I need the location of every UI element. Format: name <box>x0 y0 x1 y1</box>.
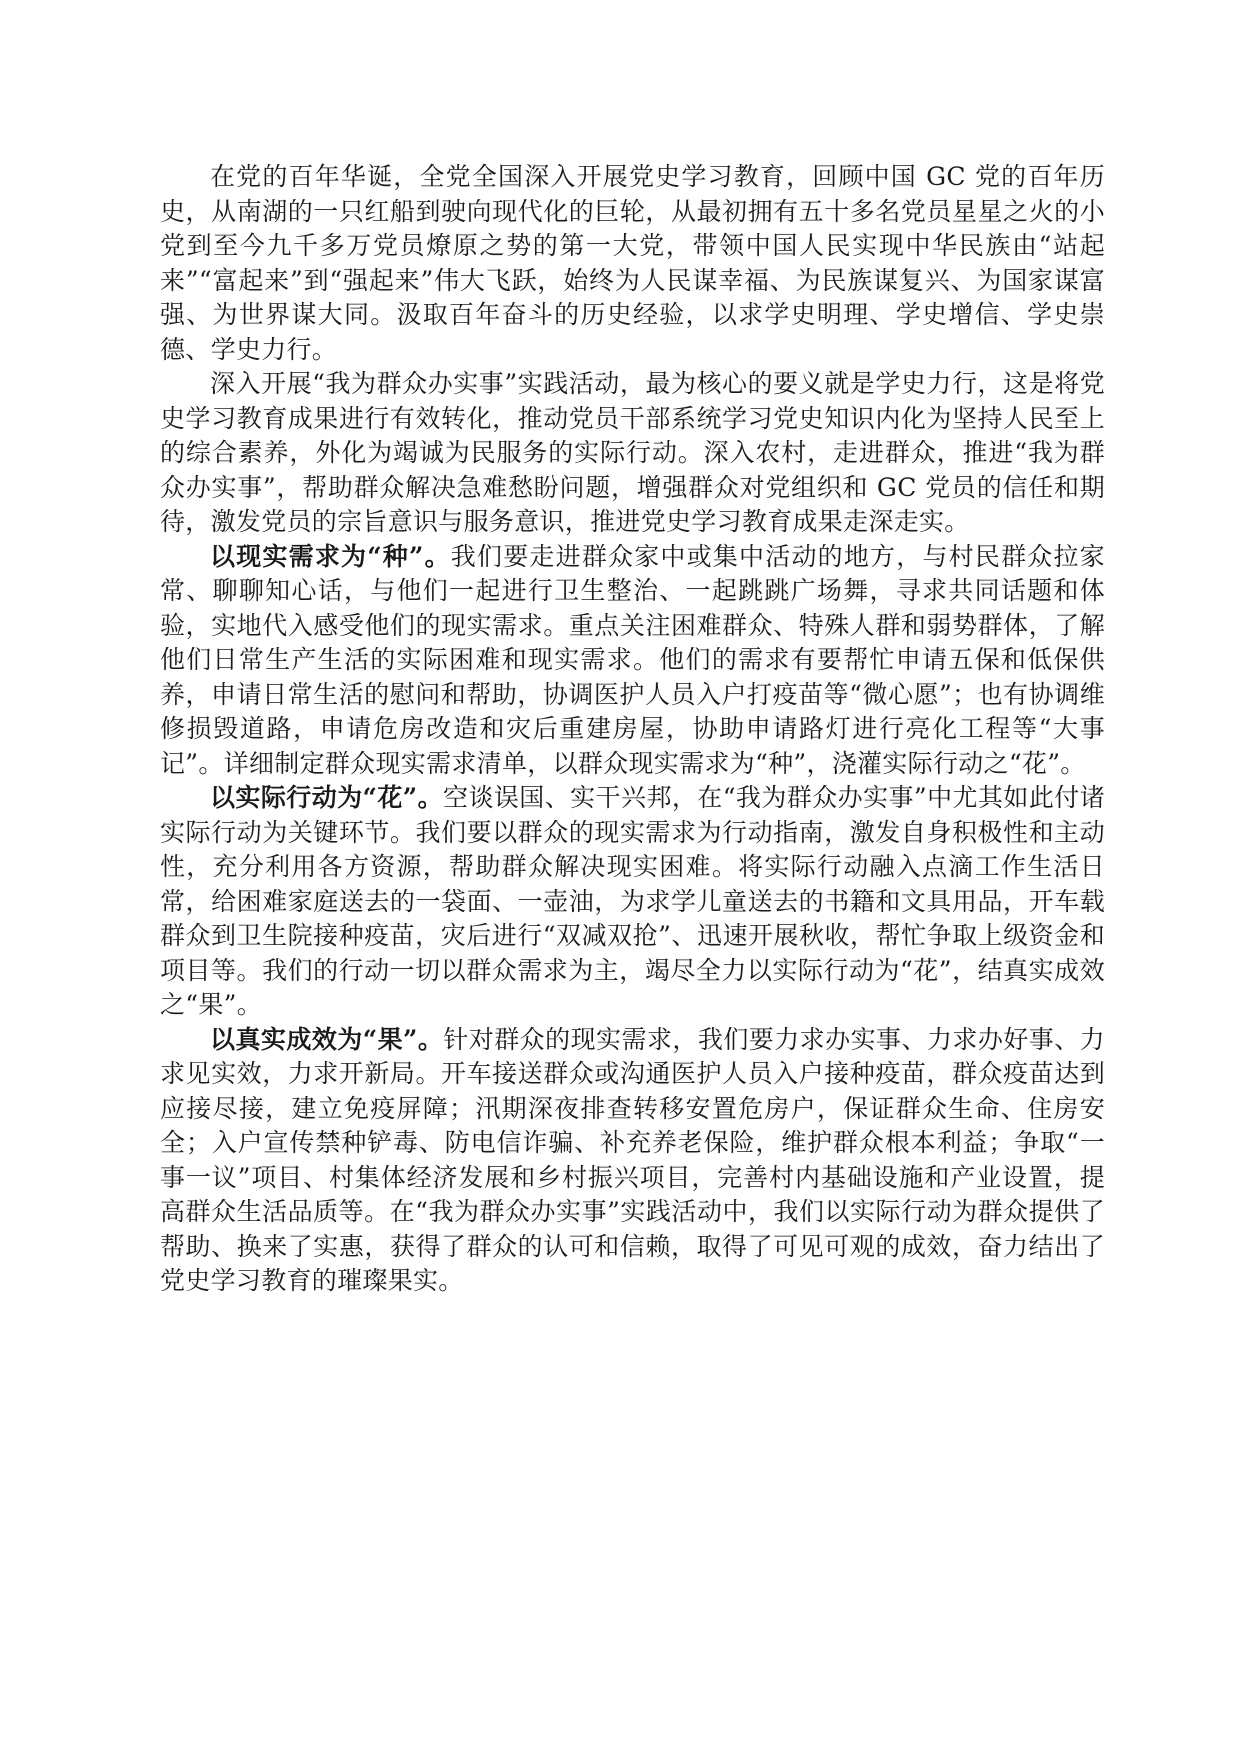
paragraph-text: 针对群众的现实需求，我们要力求办实事、力求办好事、力求见实效，力求开新局。开车接送群众或沟通医护人员入户接种疫苗，群众疫苗达到应接尽接，建立免疫屏障；汛期深夜排查转移安置危房户，保证群众生命、住房安全；入户宣传禁种铲毒、防电信诈骗、补充养老保险，维护群众根本利益；争取“一事一议”项目、村集体经济发展和乡村振兴项目，完善村内基础设施和产业设置，提高群众生活品质等。在“我为群众办实事”实践活动中，我们以实际行动为群众提供了帮助、换来了实惠，获得了群众的认可和信赖，取得了可见可观的成效，奋力结出了党史学习教育的璀璨果实。 <box>160 1024 1105 1295</box>
document-body <box>160 160 1105 1299</box>
paragraph-text: 深入开展“我为群众办实事”实践活动，最为核心的要义就是学史力行，这是将党史学习教育成果进行有效转化，推动党员干部系统学习党史知识内化为坚持人民至上的综合素养，外化为竭诚为民服务的实际行动。深入农村，走进群众，推进“我为群众办实事”，帮助群众解决急难愁盼问题，增强群众对党组织和 GC 党员的信任和期待，激发党员的宗旨意识与服务意识，推进党史学习教育成果走深走实。 <box>160 369 1105 536</box>
paragraph-lead: 以现实需求为“种”。 <box>210 541 451 571</box>
paragraph-seed <box>160 540 1105 782</box>
paragraph-practice <box>160 367 1105 540</box>
paragraph-lead: 以真实成效为“果”。 <box>210 1024 444 1054</box>
paragraph-text: 在党的百年华诞，全党全国深入开展党史学习教育，回顾中国 GC 党的百年历史，从南湖的一只红船到驶向现代化的巨轮，从最初拥有五十多名党员星星之火的小党到至今九千多万党员燎原之势的第一大党，带领中国人民实现中华民族由“站起来”“富起来”到“强起来”伟大飞跃，始终为人民谋幸福、为民族谋复兴、为国家谋富强、为世界谋大同。汲取百年奋斗的历史经验，以求学史明理、学史增信、学史崇德、学史力行。 <box>160 162 1105 364</box>
paragraph-text: 我们要走进群众家中或集中活动的地方，与村民群众拉家常、聊聊知心话，与他们一起进行卫生整治、一起跳跳广场舞，寻求共同话题和体验，实地代入感受他们的现实需求。重点关注困难群众、特殊人群和弱势群体，了解他们日常生产生活的实际困难和现实需求。他们的需求有要帮忙申请五保和低保供养，申请日常生活的慰问和帮助，协调医护人员入户打疫苗等“微心愿”；也有协调维修损毁道路，申请危房改造和灾后重建房屋，协助申请路灯进行亮化工程等“大事记”。详细制定群众现实需求清单，以群众现实需求为“种”，浇灌实际行动之“花”。 <box>160 541 1105 778</box>
paragraph-flower <box>160 781 1105 1023</box>
paragraph-fruit <box>160 1023 1105 1299</box>
paragraph-text: 空谈误国、实干兴邦，在“我为群众办实事”中尤其如此付诸实际行动为关键环节。我们要以群众的现实需求为行动指南，激发自身积极性和主动性，充分利用各方资源，帮助群众解决现实困难。将实际行动融入点滴工作生活日常，给困难家庭送去的一袋面、一壶油，为求学儿童送去的书籍和文具用品，开车载群众到卫生院接种疫苗，灾后进行“双减双抢”、迅速开展秋收，帮忙争取上级资金和项目等。我们的行动一切以群众需求为主，竭尽全力以实际行动为“花”，结真实成效之“果”。 <box>160 783 1105 1019</box>
paragraph-lead: 以实际行动为“花”。 <box>210 783 444 812</box>
paragraph-intro <box>160 160 1105 367</box>
